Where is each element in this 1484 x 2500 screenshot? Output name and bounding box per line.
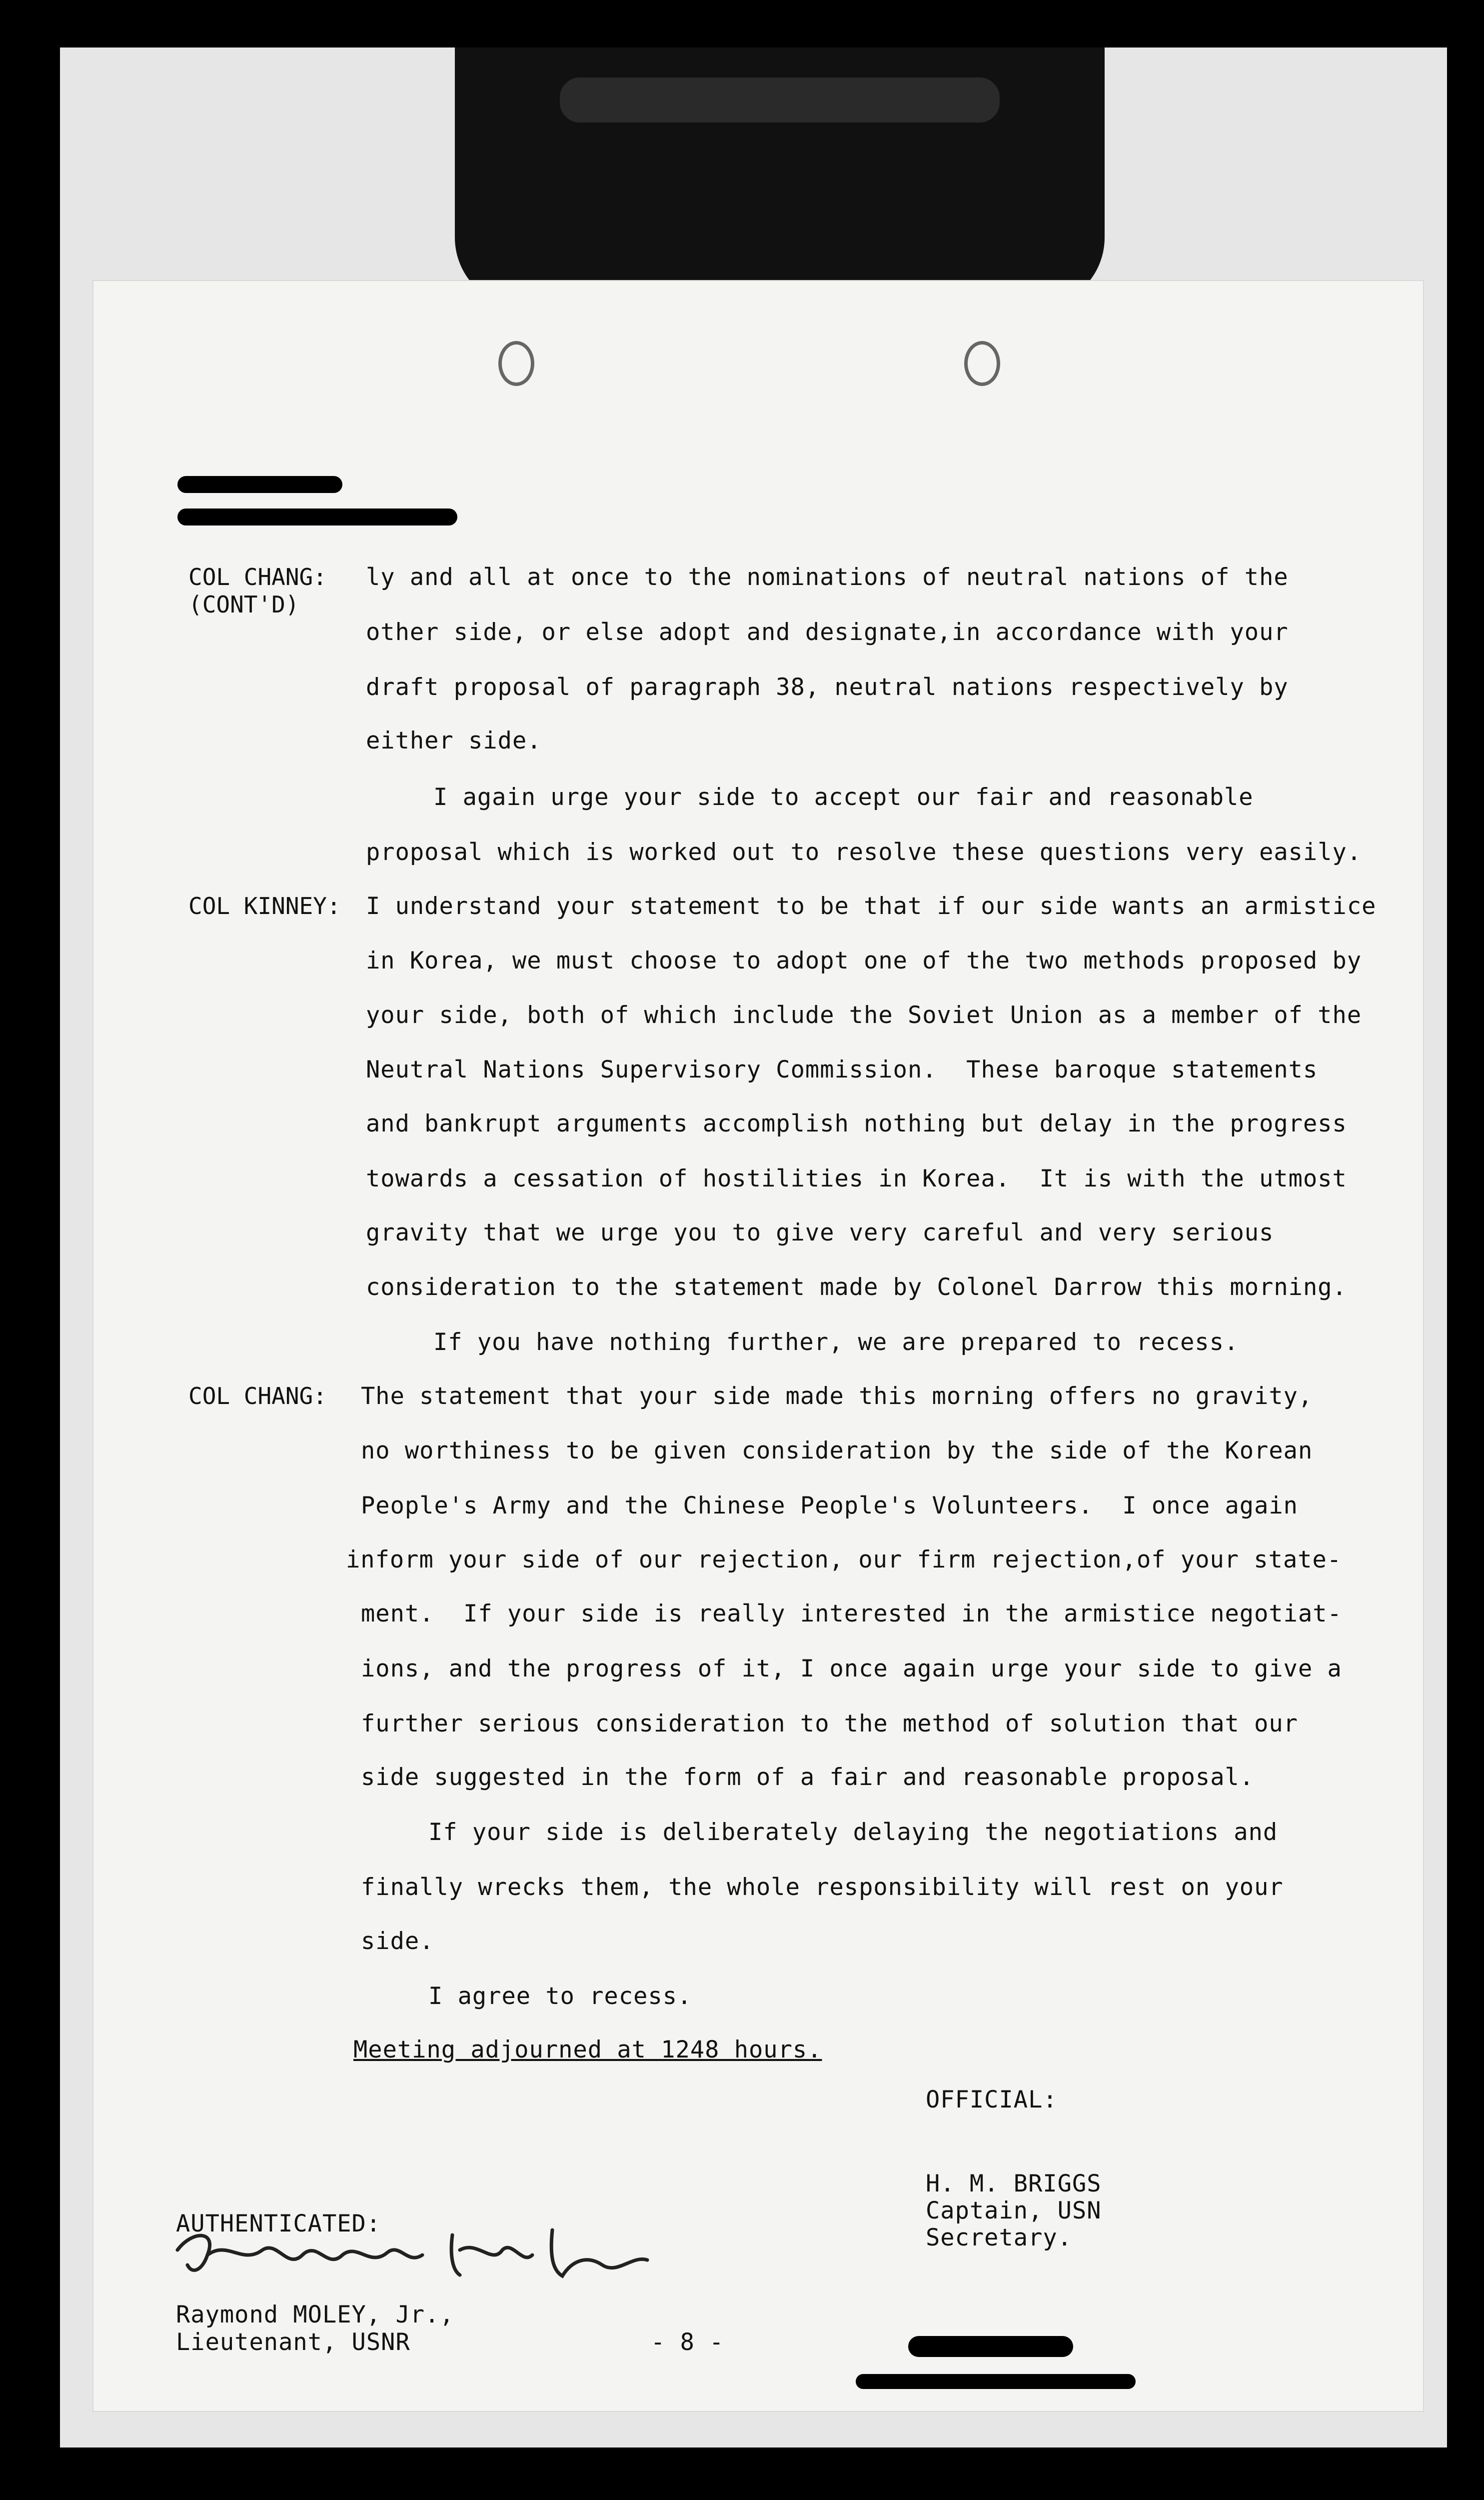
text-line: Neutral Nations Supervisory Commission. These baroque statements: [366, 1056, 1318, 1084]
page-number: - 8 -: [651, 2328, 724, 2356]
text-line: If your side is deliberately delaying the negotiations and: [428, 1818, 1278, 1846]
official-heading: OFFICIAL:: [926, 2086, 1058, 2114]
text-line: and bankrupt arguments accomplish nothing but delay in the progress: [366, 1110, 1347, 1138]
official-title: Secretary.: [926, 2224, 1072, 2252]
continued-label: (CONT'D): [188, 591, 299, 618]
text-line: either side.: [366, 727, 542, 754]
punch-hole-left: [498, 341, 534, 386]
text-line: inform your side of our rejection, our firm rejection,of your state-: [346, 1546, 1342, 1574]
text-line: in Korea, we must choose to adopt one of the two methods proposed by: [366, 947, 1362, 974]
authenticated-name: Raymond MOLEY, Jr.,: [176, 2301, 454, 2328]
text-line: gravity that we urge you to give very careful and very serious: [366, 1219, 1274, 1246]
text-line: your side, both of which include the Soviet Union as a member of the: [366, 1002, 1362, 1029]
text-line: draft proposal of paragraph 38, neutral nations respectively by: [366, 674, 1289, 701]
adjourned-note: Meeting adjourned at 1248 hours.: [353, 2036, 822, 2064]
punch-hole-right: [964, 341, 1000, 386]
authenticated-heading: AUTHENTICATED:: [176, 2210, 381, 2238]
text-line: The statement that your side made this morning offers no gravity,: [361, 1382, 1313, 1410]
official-rank: Captain, USN: [926, 2197, 1102, 2224]
text-line: consideration to the statement made by Colonel Darrow this morning.: [366, 1274, 1347, 1301]
text-line: I understand your statement to be that if our side wants an armistice: [366, 892, 1377, 920]
redaction-bar: [177, 476, 342, 493]
official-name: H. M. BRIGGS: [926, 2170, 1102, 2198]
text-line: proposal which is worked out to resolve these questions very easily.: [366, 838, 1362, 866]
text-line: other side, or else adopt and designate,in accordance with your: [366, 618, 1289, 646]
text-line: further serious consideration to the method of solution that our: [361, 1710, 1298, 1738]
handwritten-signature: [172, 2220, 682, 2295]
redaction-bar: [908, 2336, 1073, 2357]
clipboard-clip-top: [560, 78, 1000, 122]
redaction-bar: [177, 508, 457, 526]
text-line: finally wrecks them, the whole responsibility will rest on your: [361, 1874, 1284, 1901]
text-line: People's Army and the Chinese People's Volunteers. I once again: [361, 1492, 1298, 1520]
text-line: ment. If your side is really interested in the armistice negotiat-: [361, 1600, 1342, 1628]
text-line: If you have nothing further, we are prepared to recess.: [433, 1328, 1239, 1356]
text-line: side.: [361, 1928, 434, 1955]
redaction-bar: [856, 2374, 1136, 2389]
authenticated-rank: Lieutenant, USNR: [176, 2328, 410, 2356]
text-line: ly and all at once to the nominations of neutral nations of the: [366, 564, 1289, 591]
speaker-label: COL KINNEY:: [188, 892, 341, 920]
text-line: ions, and the progress of it, I once again urge your side to give a: [361, 1655, 1342, 1682]
text-line: I agree to recess.: [428, 1982, 692, 2010]
text-line: I again urge your side to accept our fair and reasonable: [433, 784, 1254, 811]
text-line: towards a cessation of hostilities in Korea. It is with the utmost: [366, 1165, 1347, 1192]
speaker-label: COL CHANG:: [188, 1382, 327, 1410]
document-page: [92, 280, 1424, 2412]
text-line: no worthiness to be given consideration by the side of the Korean: [361, 1437, 1313, 1464]
text-line: side suggested in the form of a fair and reasonable proposal.: [361, 1764, 1255, 1791]
speaker-label: COL CHANG:: [188, 564, 327, 590]
